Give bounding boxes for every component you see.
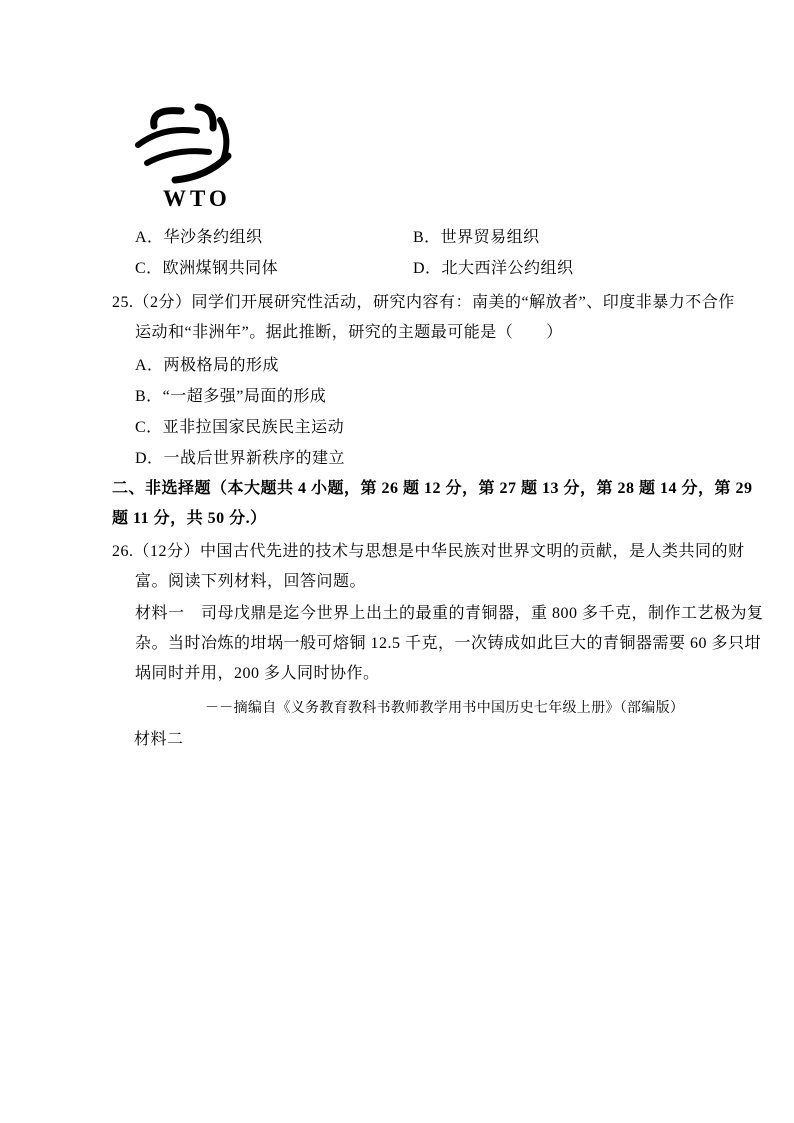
question-26-material1-citation: －－摘编自《义务教育教科书教师教学用书中国历史七年级上册》（部编版） bbox=[205, 701, 685, 716]
question-24-option-c: C．欧洲煤钢共同体 bbox=[135, 260, 279, 277]
question-26-material2-label: 材料二 bbox=[134, 731, 184, 748]
question-24-option-a: A．华沙条约组织 bbox=[135, 229, 263, 246]
question-26-material1-line2: 杂。当时冶炼的坩埚一般可熔铜 12.5 千克，一次铸成如此巨大的青铜器需要 60 多只坩 bbox=[135, 635, 762, 652]
section-2-header-line2: 题 11 分，共 50 分.） bbox=[112, 510, 267, 527]
question-26-text-line1: 26.（12分）中国古代先进的技术与思想是中华民族对世界文明的贡献，是人类共同的财 bbox=[112, 543, 745, 560]
question-25-option-c: C．亚非拉国家民族民主运动 bbox=[135, 419, 345, 436]
question-26-material1-line3: 埚同时并用，200 多人同时协作。 bbox=[135, 665, 380, 682]
question-25-option-a: A．两极格局的形成 bbox=[135, 357, 280, 374]
wto-logo bbox=[135, 100, 245, 215]
question-25-text-line2: 运动和“非洲年”。据此推断，研究的主题最可能是（ ） bbox=[135, 324, 563, 341]
section-2-header-line1: 二、非选择题（本大题共 4 小题，第 26 题 12 分，第 27 题 13 分，第 28 题 14 分，第 29 bbox=[112, 480, 753, 497]
question-24-option-d: D．北大西洋公约组织 bbox=[413, 260, 574, 277]
question-26-material1-line1: 材料一 司母戊鼎是迄今世界上出土的最重的青铜器，重 800 多千克，制作工艺极为复 bbox=[135, 605, 764, 622]
question-25-option-d: D．一战后世界新秩序的建立 bbox=[135, 450, 346, 467]
wto-globe-icon bbox=[135, 100, 239, 188]
question-25-option-b: B．“一超多强”局面的形成 bbox=[135, 388, 327, 405]
wto-logo-text: WTO bbox=[163, 186, 231, 211]
question-24-option-b: B．世界贸易组织 bbox=[413, 229, 540, 246]
question-26-text-line2: 富。阅读下列材料，回答问题。 bbox=[135, 573, 367, 590]
question-25-text-line1: 25.（2分）同学们开展研究性活动，研究内容有：南美的“解放者”、印度非暴力不合作 bbox=[112, 294, 735, 311]
